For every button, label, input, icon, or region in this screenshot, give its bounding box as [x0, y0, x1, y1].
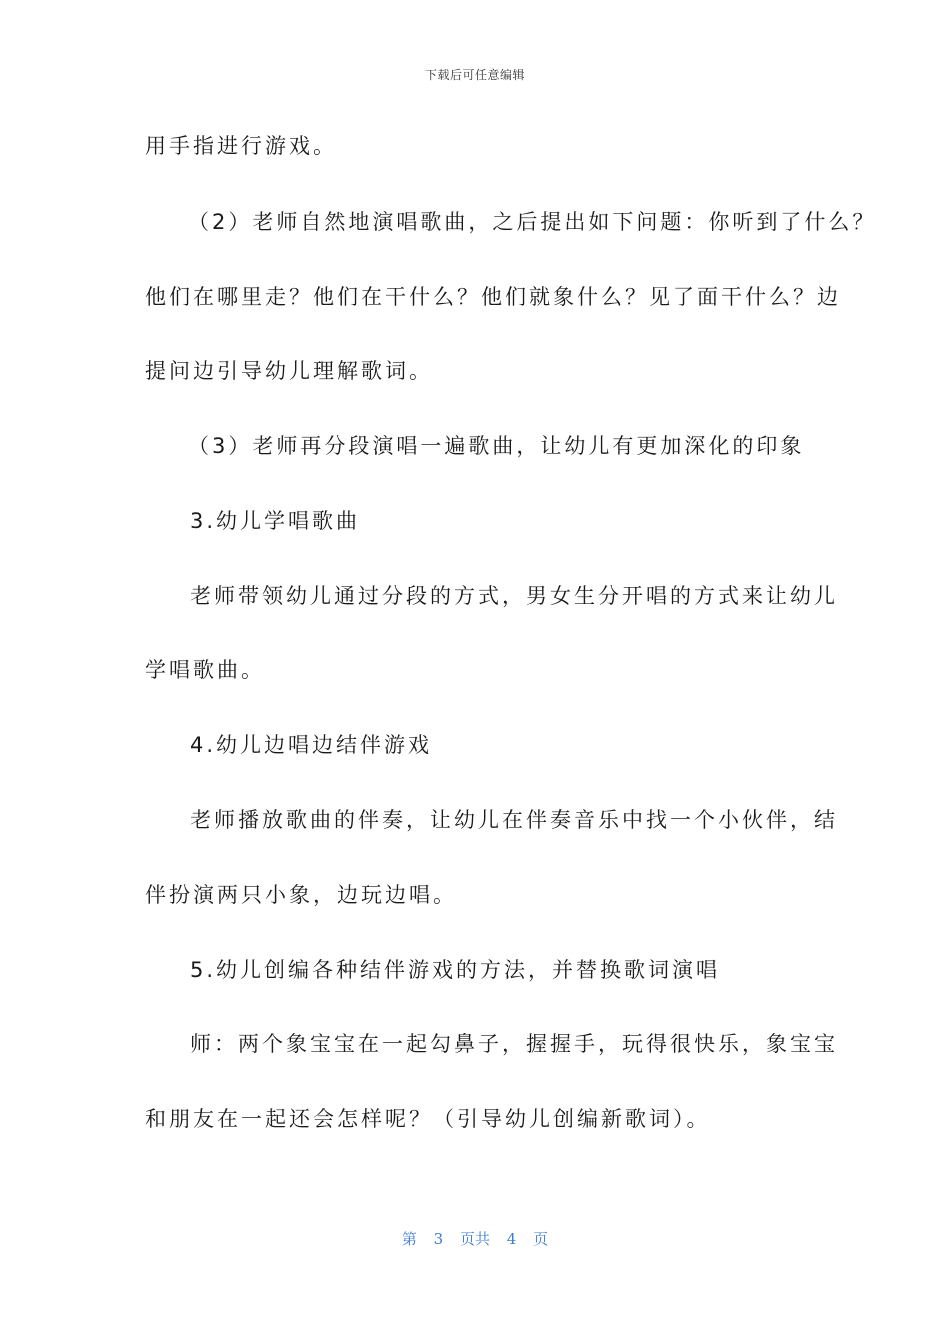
- section-heading: 5.幼儿创编各种结伴游戏的方法，并替换歌词演唱: [190, 958, 721, 982]
- total-page-count: 4: [506, 1230, 517, 1248]
- paragraph-line: 师：两个象宝宝在一起勾鼻子，握握手，玩得很快乐，象宝宝: [190, 1032, 838, 1056]
- paragraph-line: 提问边引导幼儿理解歌词。: [145, 359, 433, 383]
- paragraph-line: 老师播放歌曲的伴奏，让幼儿在伴奏音乐中找一个小伙伴，结: [190, 808, 838, 832]
- paragraph-line: 老师带领幼儿通过分段的方式，男女生分开唱的方式来让幼儿: [190, 584, 838, 608]
- section-heading: 3.幼儿学唱歌曲: [190, 509, 361, 533]
- footer-prefix: 第: [401, 1230, 417, 1248]
- paragraph-line: 学唱歌曲。: [145, 658, 265, 682]
- paragraph-line: 用手指进行游戏。: [145, 134, 337, 158]
- paragraph-line: （3）老师再分段演唱一遍歌曲，让幼儿有更加深化的印象: [188, 434, 805, 458]
- paragraph-line: 他们在哪里走？他们在干什么？他们就象什么？见了面干什么？边: [145, 285, 841, 309]
- footer-suffix: 页: [533, 1230, 549, 1248]
- current-page-number: 3: [433, 1230, 444, 1248]
- paragraph-line: 和朋友在一起还会怎样呢？（引导幼儿创编新歌词）。: [145, 1107, 711, 1131]
- section-heading: 4.幼儿边唱边结伴游戏: [190, 733, 433, 757]
- page-header: 下载后可任意编辑: [424, 68, 525, 82]
- page-footer: [0, 1228, 950, 1249]
- paragraph-line: （2）老师自然地演唱歌曲，之后提出如下问题：你听到了什么？: [188, 210, 877, 234]
- paragraph-line: 伴扮演两只小象，边玩边唱。: [145, 883, 457, 907]
- footer-middle: 页共: [459, 1230, 490, 1248]
